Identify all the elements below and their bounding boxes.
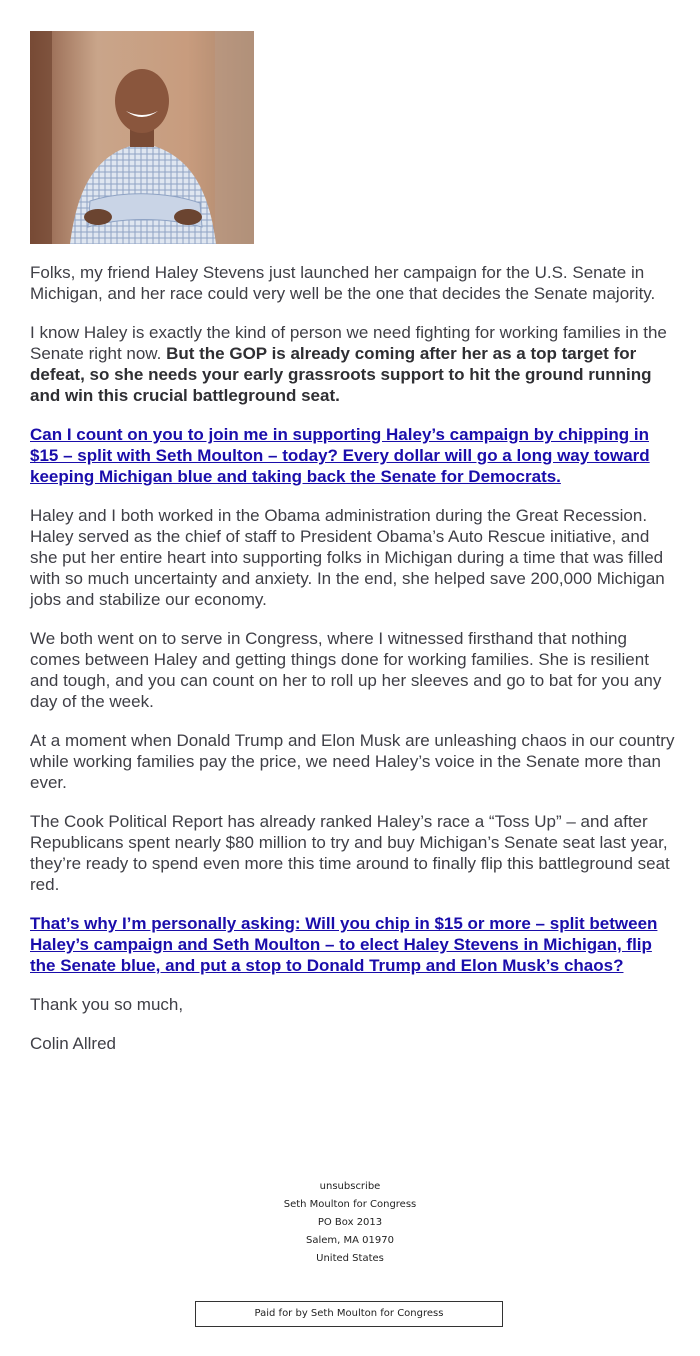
email-body — [30, 31, 675, 1072]
paragraph-gop-target-plain: I know Haley is exactly the kind of person we need fighting for working families in the Senate right now. — [30, 323, 667, 363]
unsubscribe-link[interactable]: unsubscribe — [319, 1181, 381, 1192]
paragraph-gop-target-bold: But the GOP is already coming after her as a top target for defeat, so she needs your early grassroots support to hit the ground running and win this crucial battleground seat. — [30, 344, 652, 405]
paragraph-congress: We both went on to serve in Congress, where I witnessed firsthand that nothing comes between Haley and getting things done for working families. She is resilient and tough, and you can count on her to roll up her sleeves and go to bat for you any day of the week. — [30, 629, 662, 711]
paragraph-gop-target — [30, 322, 675, 406]
donate-link-primary[interactable]: Can I count on you to join me in supporting Haley’s campaign by chipping in $15 – split with Seth Moulton – today? Every dollar will go a long way toward keeping Michigan blue and taking back the Senate for Democrats. — [30, 425, 650, 486]
paragraph-intro: Folks, my friend Haley Stevens just launched her campaign for the U.S. Senate in Michigan, and her race could very well be the one that decides the Senate majority. — [30, 263, 656, 303]
candidate-photo — [30, 31, 254, 244]
footer — [0, 1178, 700, 1268]
paid-for-disclaimer: Paid for by Seth Moulton for Congress — [195, 1301, 503, 1327]
footer-org: Seth Moulton for Congress — [283, 1199, 417, 1210]
paragraph-obama-admin: Haley and I both worked in the Obama administration during the Great Recession. Haley served as the chief of staff to President Obama’s Auto Rescue initiative, and she put her entire heart into supporting folks in Michigan during a time that was filled with so much uncertainty and anxiety. In the end, she helped save 200,000 Michigan jobs and stabilize our economy. — [30, 506, 665, 609]
donate-link-secondary[interactable]: That’s why I’m personally asking: Will you chip in $15 or more – split between Haley’s campaign and Seth Moulton – to elect Haley Stevens in Michigan, flip the Senate blue, and put a stop to Donald Trump and Elon Musk’s chaos? — [30, 914, 658, 975]
footer-city: Salem, MA 01970 — [306, 1235, 394, 1246]
paragraph-trump-musk: At a moment when Donald Trump and Elon Musk are unleashing chaos in our country while working families pay the price, we need Haley’s voice in the Senate more than ever. — [30, 731, 675, 792]
footer-po-box: PO Box 2013 — [317, 1217, 383, 1228]
paragraph-cook-report: The Cook Political Report has already ranked Haley’s race a “Toss Up” – and after Republicans spent nearly $80 million to try and buy Michigan’s Senate seat last year, they’re ready to spend even more this time around to finally flip this battleground seat red. — [30, 812, 670, 894]
closing-line: Thank you so much, — [30, 995, 184, 1014]
footer-country: United States — [316, 1253, 384, 1264]
signature: Colin Allred — [30, 1034, 116, 1053]
